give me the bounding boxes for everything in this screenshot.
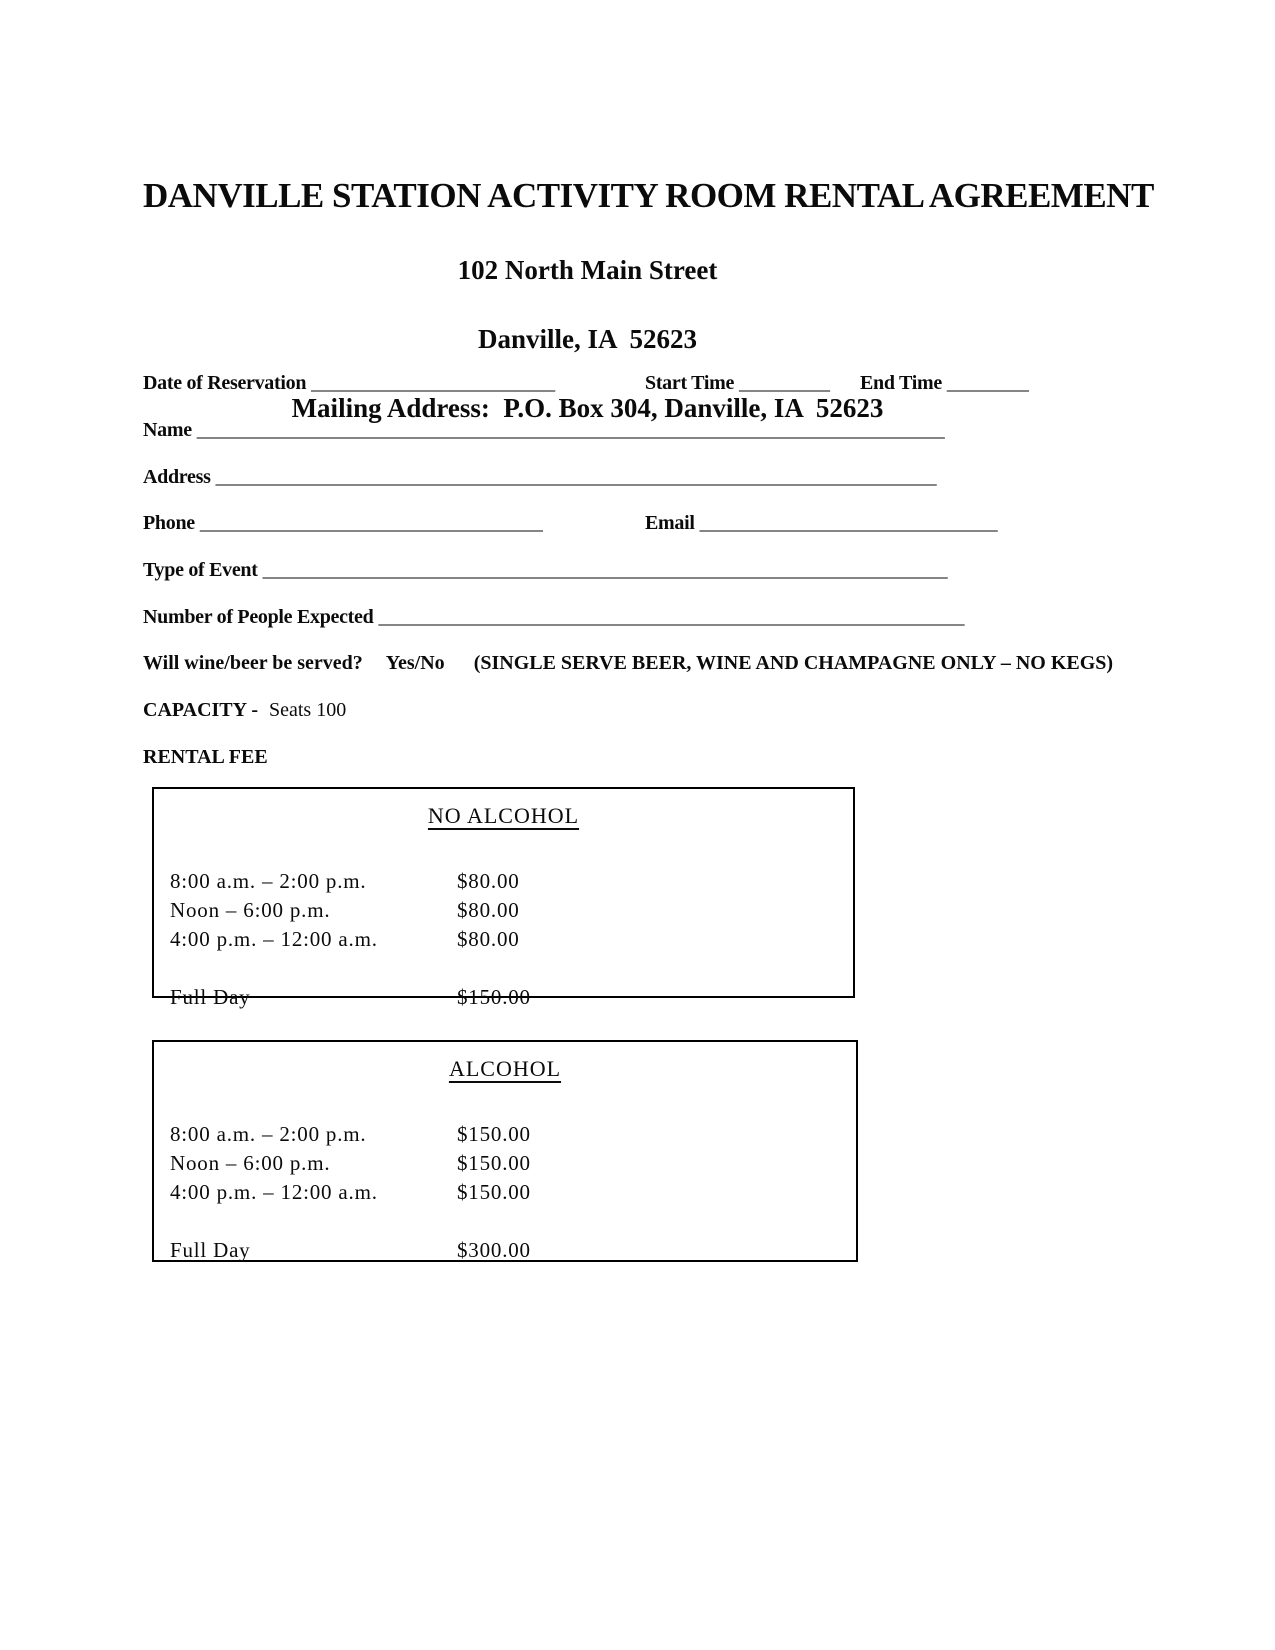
capacity-row — [143, 699, 346, 722]
fee-time-slot: 4:00 p.m. – 12:00 a.m. — [170, 1180, 378, 1204]
document-title: DANVILLE STATION ACTIVITY ROOM RENTAL AGREEMENT — [143, 176, 1154, 215]
full-day-price: $300.00 — [457, 1238, 531, 1262]
fee-price: $80.00 — [457, 898, 520, 922]
wine-beer-row — [143, 652, 1113, 675]
reservation-date-row — [143, 372, 1032, 395]
start-time-label: Start Time — [645, 372, 735, 394]
fee-row — [154, 1120, 856, 1149]
full-day-fee-row — [154, 983, 853, 1012]
wine-beer-restriction-note: (SINGLE SERVE BEER, WINE AND CHAMPAGNE ONLY – NO KEGS) — [473, 652, 1114, 674]
name-blank-line: ___________________________________________________________________________________ — [196, 419, 944, 441]
people-expected-blank-line: _________________________________________________________________ — [378, 606, 964, 628]
capacity-value: Seats 100 — [269, 699, 347, 721]
no-alcohol-title-text: NO ALCOHOL — [427, 803, 580, 828]
wine-beer-question: Will wine/beer be served? — [143, 652, 363, 674]
fee-time-slot: 4:00 p.m. – 12:00 a.m. — [170, 927, 378, 951]
fee-time-slot: Noon – 6:00 p.m. — [170, 898, 331, 922]
address-row — [143, 466, 936, 489]
fee-price: $80.00 — [457, 927, 520, 951]
address-label: Address — [143, 466, 211, 488]
no-alcohol-box-title — [154, 803, 853, 829]
city-state-zip-line: Danville, IA 52623 — [477, 323, 698, 354]
email-label: Email — [645, 512, 695, 534]
end-time-blank-line: _________ — [946, 372, 1028, 394]
fee-row — [154, 925, 853, 954]
rental-fee-heading: RENTAL FEE — [143, 746, 268, 768]
type-of-event-blank-line: ____________________________________________________________________________ — [262, 559, 947, 581]
full-day-fee-row — [154, 1236, 856, 1265]
document-header — [143, 138, 1154, 461]
phone-blank-line: ______________________________________ — [199, 512, 542, 534]
phone-label: Phone — [143, 512, 195, 534]
email-group — [645, 512, 997, 535]
fee-row — [154, 867, 853, 896]
fee-price: $150.00 — [457, 1180, 531, 1204]
fee-time-slot: 8:00 a.m. – 2:00 p.m. — [170, 869, 367, 893]
name-row — [143, 419, 944, 442]
people-expected-row — [143, 606, 963, 629]
fee-row-spacer — [154, 954, 853, 983]
fee-row — [154, 1149, 856, 1178]
no-alcohol-fee-rows — [154, 867, 853, 1012]
full-day-price: $150.00 — [457, 985, 531, 1009]
type-of-event-label: Type of Event — [143, 559, 258, 581]
full-day-label: Full Day — [170, 985, 251, 1009]
fee-row-spacer — [154, 1207, 856, 1236]
alcohol-fee-box — [152, 1040, 858, 1262]
end-time-group — [860, 372, 1028, 395]
street-address-line: 102 North Main Street — [457, 254, 718, 285]
fee-price: $150.00 — [457, 1151, 531, 1175]
mailing-address-line: Mailing Address: P.O. Box 304, Danville, IA 52623 — [291, 392, 884, 423]
alcohol-box-title — [154, 1056, 856, 1082]
fee-price: $80.00 — [457, 869, 520, 893]
fee-time-slot: Noon – 6:00 p.m. — [170, 1151, 331, 1175]
alcohol-title-text: ALCOHOL — [448, 1056, 562, 1081]
fee-row — [154, 896, 853, 925]
end-time-label: End Time — [860, 372, 942, 394]
fee-time-slot: 8:00 a.m. – 2:00 p.m. — [170, 1122, 367, 1146]
people-expected-label: Number of People Expected — [143, 606, 374, 628]
fee-row — [154, 1178, 856, 1207]
capacity-label: CAPACITY - — [143, 699, 258, 721]
date-of-reservation-label: Date of Reservation — [143, 372, 307, 394]
name-label: Name — [143, 419, 192, 441]
phone-email-row — [143, 512, 1032, 535]
address-blank-line: ________________________________________________________________________________ — [215, 466, 936, 488]
start-time-group — [645, 372, 829, 395]
email-blank-line: _________________________________ — [699, 512, 997, 534]
type-of-event-row — [143, 559, 947, 582]
date-of-reservation-blank-line: ___________________________ — [311, 372, 555, 394]
wine-beer-answer-options: Yes/No — [385, 652, 445, 674]
no-alcohol-fee-box — [152, 787, 855, 1009]
start-time-blank-line: __________ — [739, 372, 830, 394]
fee-price: $150.00 — [457, 1122, 531, 1146]
alcohol-fee-rows — [154, 1120, 856, 1265]
full-day-label: Full Day — [170, 1238, 251, 1262]
